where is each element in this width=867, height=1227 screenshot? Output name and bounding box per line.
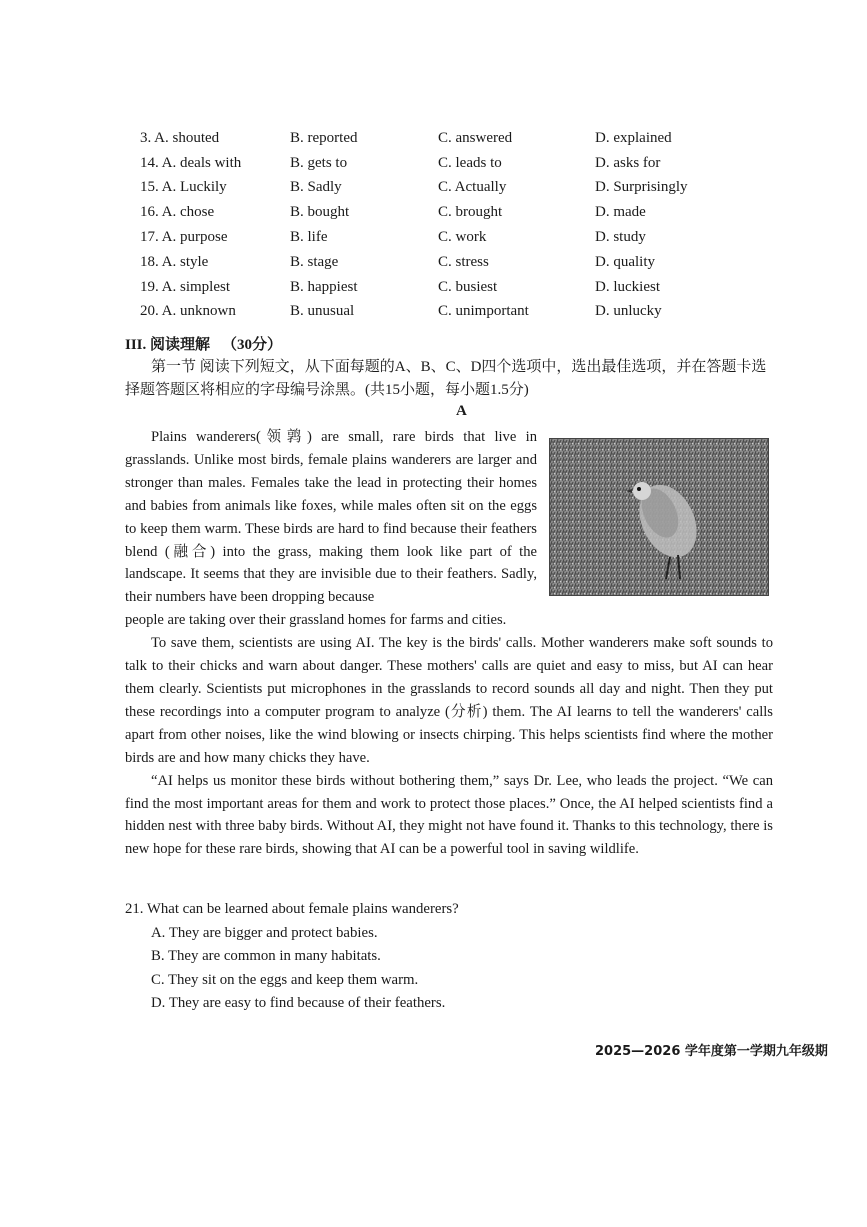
answer-option-a: A. They are bigger and protect babies. [151, 924, 378, 941]
option-row-14 [140, 151, 740, 176]
option-d: D. explained [595, 129, 672, 146]
option-a: 19. A. simplest [140, 278, 231, 295]
option-a: 15. A. Luckily [140, 179, 227, 196]
cloze-options-table [140, 126, 740, 324]
question-stem: 21. What can be learned about female plains wanderers? [125, 901, 459, 917]
option-c: C. brought [438, 204, 503, 221]
question-21 [125, 898, 773, 1016]
passage-paragraph-3: “AI helps us monitor these birds without bothering them,” says Dr. Lee, who leads the project. “We can find the most important areas for them and work to protect those places.” Once, the AI helped scientists find a hidden nest with three baby birds. Without AI, they might not have found it. Thanks to this technology, there is new hope for these rare birds, showing that AI can be a powerful tool in saving wildlife. [125, 772, 773, 858]
passage-paragraph-1: Plains wanderers(领鹑) are small, rare birds that live in grasslands. Unlike most birds, female plains wanderers are larger and stronger than males. Females take the lead in protecting their homes and babies from animals like foxes, while males often sit on the eggs to keep them warm. These birds are hard to find because their feathers blend (融合) into the grass, making them look like part of the landscape. It seems that they are invisible due to their feathers. Sadly, their numbers have been dropping because [125, 429, 537, 606]
answer-option-b: B. They are common in many habitats. [151, 948, 381, 965]
option-d: D. unlucky [595, 303, 662, 320]
option-d: D. asks for [595, 154, 661, 171]
option-c: C. busiest [438, 278, 498, 295]
option-a: 3. A. shouted [140, 129, 220, 146]
option-b: B. Sadly [290, 179, 342, 196]
answer-option-d: D. They are easy to find because of their feathers. [151, 995, 446, 1012]
option-row-18 [140, 250, 740, 275]
option-a: 17. A. purpose [140, 229, 228, 246]
option-c: C. answered [438, 129, 513, 146]
page-footer: 2025—2026 学年度第一学期九年级期 [595, 1044, 828, 1059]
option-row-20 [140, 300, 740, 325]
section-heading [125, 333, 282, 354]
option-c: C. stress [438, 253, 489, 270]
option-b: B. life [290, 229, 328, 246]
option-d: D. made [595, 204, 646, 221]
option-c: C. leads to [438, 154, 502, 171]
section-score: （30分） [222, 337, 283, 353]
option-row-19 [140, 275, 740, 300]
option-b: B. happiest [290, 278, 358, 295]
option-d: D. Surprisingly [595, 179, 688, 196]
option-d: D. study [595, 229, 646, 246]
option-d: D. quality [595, 253, 655, 270]
option-row-16 [140, 200, 740, 225]
option-d: D. luckiest [595, 278, 660, 295]
option-row-15 [140, 176, 740, 201]
option-b: B. gets to [290, 154, 348, 171]
option-c: C. work [438, 229, 487, 246]
reading-passage-a [125, 426, 773, 861]
option-b: B. bought [290, 204, 350, 221]
section-title: III. 阅读理解 [125, 337, 211, 353]
option-row-17 [140, 225, 740, 250]
option-b: B. stage [290, 253, 339, 270]
passage-paragraph-2: To save them, scientists are using AI. The key is the birds' calls. Mother wanderers make soft sounds to talk to their chicks and warn about danger. These mothers' calls are quiet and easy to miss, but AI can hear them clearly. Scientists put microphones in the grasslands to record sounds all day and night. Then they put these recordings into a computer program to analyze (分析) them. The AI learns to tell the wanderers' calls apart from other noises, like the wind blowing or insects chirping. This helps scientists find where the mother birds are and how many chicks they have. [125, 635, 773, 766]
option-b: B. reported [290, 129, 358, 146]
option-row-13 [140, 126, 740, 151]
passage-label: A [456, 403, 467, 419]
passage-paragraph-1-tail: people are taking over their grassland homes for farms and cities. [125, 612, 507, 629]
option-a: 20. A. unknown [140, 303, 236, 320]
option-c: C. Actually [438, 179, 507, 196]
option-a: 18. A. style [140, 253, 209, 270]
option-b: B. unusual [290, 303, 355, 320]
answer-option-c: C. They sit on the eggs and keep them warm. [151, 971, 419, 988]
option-a: 16. A. chose [140, 204, 215, 221]
option-c: C. unimportant [438, 303, 529, 320]
instructions-text: 第一节 阅读下列短文，从下面每题的A、B、C、D四个选项中，选出最佳选项，并在答题卡选择题答题区将相应的字母编号涂黑。(共15小题，每小题1.5分) [125, 359, 767, 398]
option-a: 14. A. deals with [140, 154, 242, 171]
section-instructions [125, 356, 773, 402]
